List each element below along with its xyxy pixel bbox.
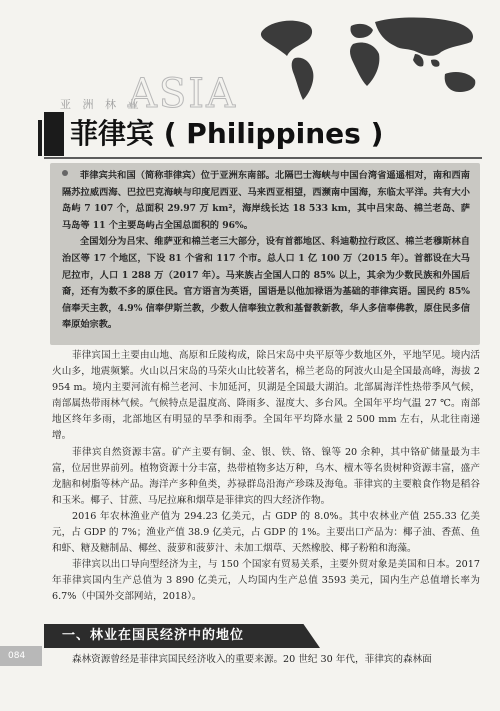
intro-summary-box — [50, 163, 480, 345]
bullet-dot-icon — [62, 170, 68, 176]
section-heading: 一、林业在国民经济中的地位 — [62, 628, 245, 643]
intro-paragraph: 菲律宾共和国（简称菲律宾）位于亚洲东南部。北隔巴士海峡与中国台湾省遥遥相对，南和西南隔苏拉威西海、巴拉巴克海峡与印度尼西亚、马来西亚相望，西濒南中国海，东临太平洋。共有大小岛屿 7 107 个，总面积 29.97 万 km²，海岸线长达 18 533 km，其中吕宋岛、棉兰老岛、萨马岛等 11 个主要岛屿占全国总面积的 96%。 — [62, 170, 470, 231]
intro-paragraph: 全国划分为吕宋、维萨亚和棉兰老三大部分，设有首都地区、科迪勒拉行政区、棉兰老穆斯林自治区等 17 个地区，下设 81 个省和 117 个市。总人口 1 亿 100 万（2015 年）。首都设在大马尼拉市，人口 1 288 万（2017 年）。马来族占全国人口的 85% 以上，其余为少数民族和外国后裔，还有为数不多的原住民。官方语言为英语，国语是以他加禄语为基础的菲律宾语。国民约 85% 信奉天主教，4.9% 信奉伊斯兰教，少数人信奉独立教和基督教新教，华人多信奉佛教，原住民多信奉原始宗教。 — [62, 236, 470, 331]
body-paragraph: 2016 年农林渔业产值为 294.23 亿美元，占 GDP 的 8.0%。其中农林业产值 255.33 亿美元，占 GDP 的 7%；渔业产值 38.9 亿美元，占 GDP 的 1%。主要出口产品为：椰子油、香蕉、鱼和虾、糖及糖制品、椰丝、菠萝和菠萝汁、未加工烟草、天然橡胶、椰子粉粕和海藻。 — [52, 510, 480, 555]
body-paragraph: 菲律宾自然资源丰富。矿产主要有铜、金、银、铁、铬、镍等 20 余种，其中铬矿储量最为丰富，位居世界前列。植物资源十分丰富，热带植物多达万种，乌木、檀木等名贵树种资源丰富，盛产龙脑和树脂等林产品。海洋产多种鱼类，苏禄群岛沿海产珍珠及海龟。菲律宾的主要粮食作物是稻谷和玉米。椰子、甘蔗、马尼拉麻和烟草是菲律宾的四大经济作物。 — [52, 446, 480, 506]
body-paragraph: 森林资源曾经是菲律宾国民经济收入的重要来源。20 世纪 30 年代，菲律宾的森林面 — [72, 654, 432, 665]
body-paragraph: 菲律宾以出口导向型经济为主，与 150 个国家有贸易关系，主要外贸对象是美国和日本。2017 年菲律宾国内生产总值为 3 890 亿美元，人均国内生产总值 3593 美元，国内生产总值增长率为 6.7%（中国外交部网站，2018）。 — [52, 559, 480, 603]
region-watermark: ASIA — [128, 71, 237, 117]
region-header — [52, 72, 482, 116]
section-label: 亚 洲 林 业 — [60, 98, 143, 111]
title-accent-thin — [38, 120, 42, 156]
page-number: 084 — [8, 651, 26, 661]
title-accent-block — [44, 112, 64, 156]
title-divider — [44, 157, 482, 159]
main-body — [52, 348, 480, 606]
page-title: 菲律宾 ( Philippines ) — [70, 117, 384, 150]
body-paragraph: 菲律宾国土主要由山地、高原和丘陵构成，除吕宋岛中央平原等少数地区外，平地罕见。境内活火山多，地震频繁。火山以吕宋岛的马荣火山比较著名，棉兰老岛的阿波火山是全国最高峰，海拔 2 954 m。境内主要河流有棉兰老河、卡加延河，贝湖是全国最大湖泊。北部属海洋性热带季风气候，南部属热带雨林气候。气候特点是温度高、降雨多、湿度大、多台风。全国年平均气温 27 ℃。南部地区终年多雨，北部地区有明显的旱季和雨季。全国年平均降水量 2 500 mm 左右，从北往南递增。 — [52, 350, 480, 442]
continuation-text — [52, 652, 480, 668]
